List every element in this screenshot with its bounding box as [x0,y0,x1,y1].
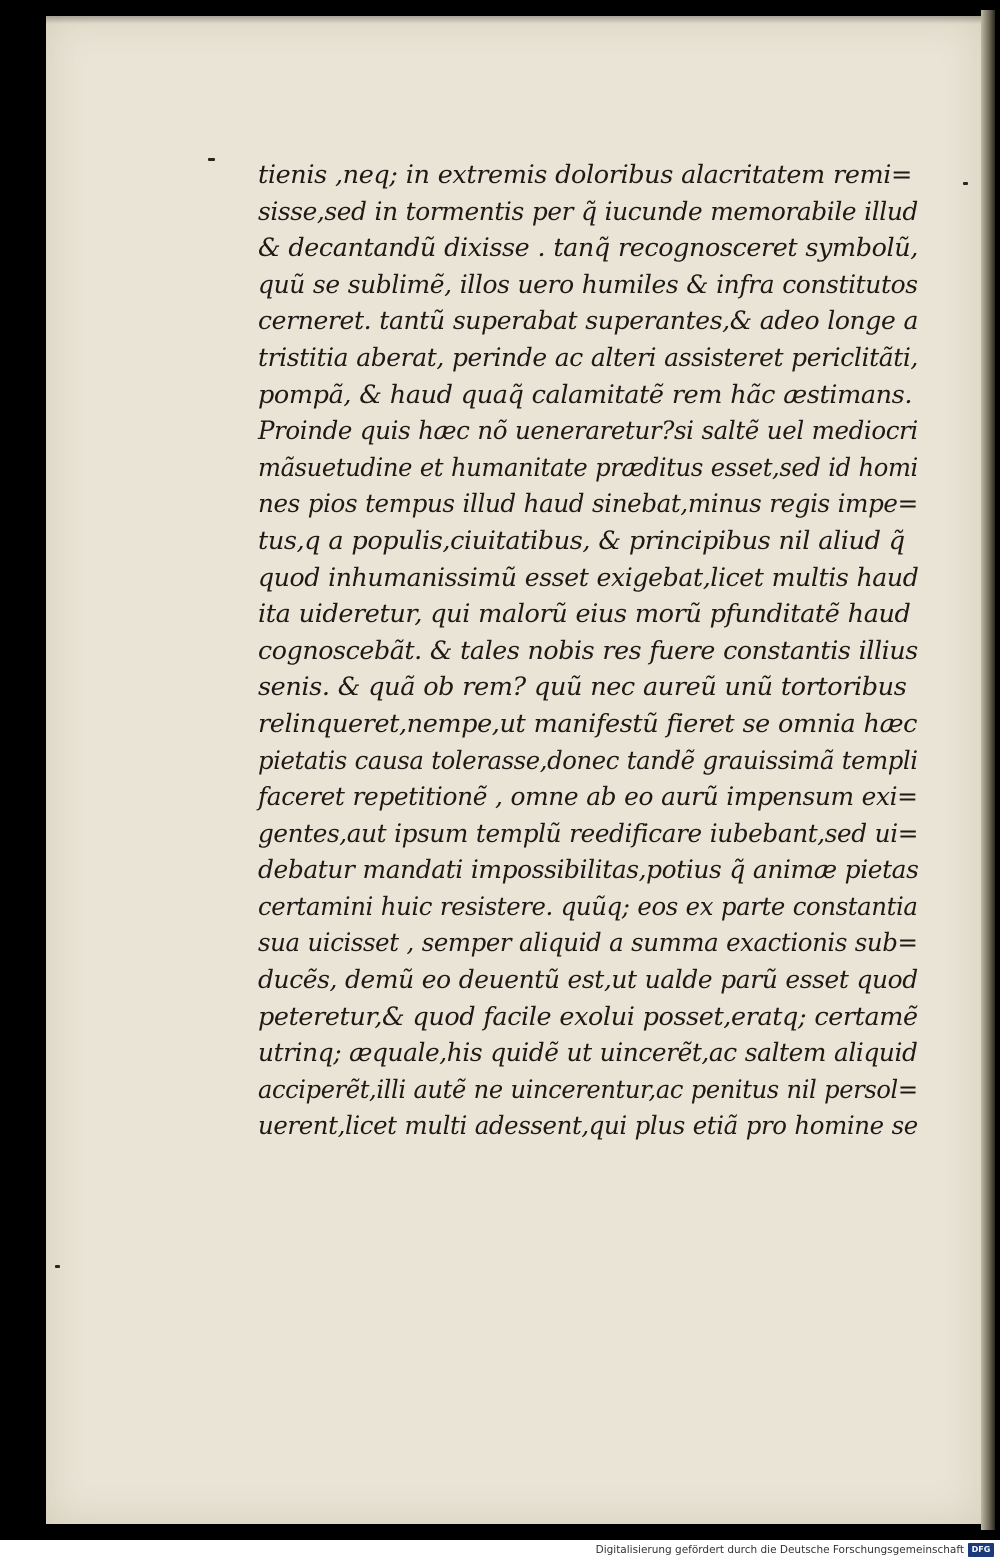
text-line: sua uicisset , semper aliquid a summa exactionis sub= [258,928,918,959]
text-line: debatur mandati impossibilitas,potius q̃ animæ pietas [258,855,919,886]
page-edge [981,10,995,1530]
dfg-logo-icon: DFG [968,1543,994,1557]
text-line: & decantandũ dixisse . tanq̃ recognosceret symbolũ, [258,233,918,264]
text-line: ita uideretur, qui malorũ eius morũ pfunditatẽ haud [258,599,911,630]
text-line: gentes,aut ipsum templũ reedificare iubebant,sed ui= [258,818,919,849]
text-line: cerneret. tantũ superabat superantes,& adeo longe a [258,306,919,337]
text-line: peteretur,& quod facile exolui posset,eratq; certamẽ [258,1001,918,1032]
text-line: tristitia aberat, perinde ac alteri assisteret periclitãti, [258,342,918,373]
funding-credit: Digitalisierung gefördert durch die Deutsche Forschungsgemeinschaft [595,1544,964,1556]
text-line: pietatis causa tolerasse,donec tandẽ grauissimã templi [258,745,918,776]
margin-mark [55,1265,60,1268]
margin-mark [208,158,215,161]
margin-mark [963,182,968,185]
text-line: cognoscebãt. & tales nobis res fuere constantis illius [258,635,918,666]
text-line: relinqueret,nempe,ut manifestũ fieret se omnia hæc [258,708,918,739]
page-text [258,157,918,1145]
text-line: nes pios tempus illud haud sinebat,minus regis impe= [258,489,918,520]
text-line: faceret repetitionẽ , omne ab eo aurũ impensum exi= [258,782,918,813]
text-line: tus,q a populis,ciuitatibus, & principibus nil aliud q̃ [258,525,905,556]
text-line: tienis ,neq; in extremis doloribus alacritatem remi= [258,160,913,190]
text-line: Proinde quis hæc nõ ueneraretur?si saltẽ uel mediocri [258,416,918,447]
text-line: sisse,sed in tormentis per q̃ iucunde memorabile illud [258,196,918,227]
text-line: pompã, & haud quaq̃ calamitatẽ rem hãc æstimans. [258,379,913,410]
digitization-footer [0,1540,1000,1562]
text-line: quod inhumanissimũ esset exigebat,licet multis haud [258,562,919,593]
text-line: mãsuetudine et humanitate præditus esset,sed id homi [258,452,918,483]
text-line: ducẽs, demũ eo deuentũ est,ut ualde parũ esset quod [258,965,918,996]
text-line: acciperẽt,illi autẽ ne uincerentur,ac penitus nil persol= [258,1074,918,1105]
text-line: uerent,licet multi adessent,qui plus etiã pro homine se [258,1111,918,1142]
text-line: utrinq; æquale,his quidẽ ut uincerẽt,ac saltem aliquid [258,1038,918,1069]
text-line: senis. & quã ob rem? quũ nec aureũ unũ tortoribus [258,672,907,703]
page-top-shadow [46,16,981,24]
text-line: certamini huic resistere. quũq; eos ex parte constantia [258,891,918,922]
text-line: quũ se sublimẽ, illos uero humiles & infra constitutos [258,269,918,300]
